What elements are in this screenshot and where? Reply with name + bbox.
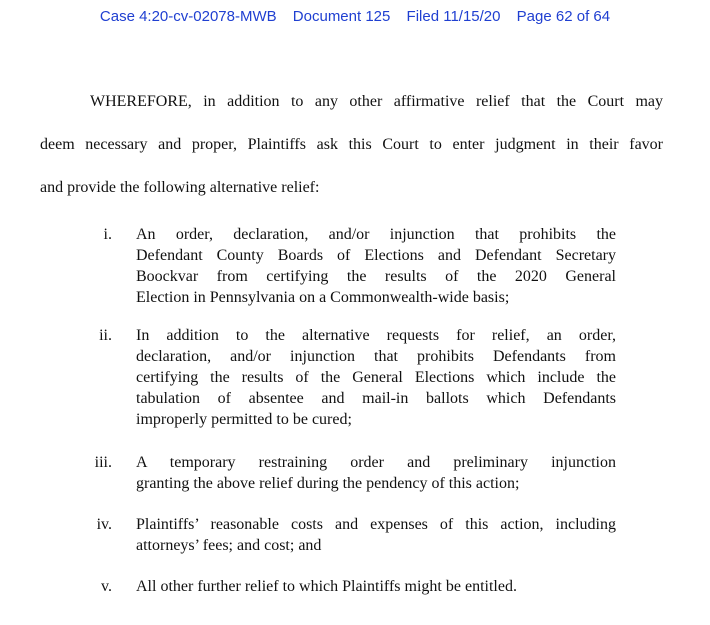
relief-text-line: In addition to the alternative requests for relief, an order, (136, 327, 616, 344)
relief-numeral: iii. (94, 454, 112, 471)
relief-numeral: ii. (99, 327, 112, 344)
relief-text (136, 514, 616, 556)
relief-text-line: All other further relief to which Plaintiffs might be entitled. (136, 578, 517, 595)
body-line-3: and provide the following alternative relief: (40, 179, 320, 196)
relief-text-line: granting the above relief during the pendency of this action; (136, 475, 520, 492)
document-number: Document 125 (292, 8, 391, 25)
relief-text-line: A temporary restraining order and preliminary injunction (136, 454, 616, 471)
relief-text-line: Boockvar from certifying the results of the 2020 General (136, 268, 616, 285)
relief-text-line: An order, declaration, and/or injunction that prohibits the (136, 226, 616, 243)
relief-text (136, 576, 616, 597)
body-line-2: deem necessary and proper, Plaintiffs ask this Court to enter judgment in their favor (40, 136, 663, 153)
page-number: Page 62 of 64 (516, 8, 611, 25)
relief-text-line: improperly permitted to be cured; (136, 411, 352, 428)
relief-text-line: declaration, and/or injunction that prohibits Defendants from (136, 348, 616, 365)
relief-text-line: attorneys’ fees; and cost; and (136, 537, 322, 554)
relief-text-line: Election in Pennsylvania on a Commonwealth-wide basis; (136, 289, 510, 306)
relief-text-line: Defendant County Boards of Elections and Defendant Secretary (136, 247, 616, 264)
relief-numeral: i. (103, 226, 112, 243)
relief-text-line: Plaintiffs’ reasonable costs and expenses of this action, including (136, 516, 616, 533)
relief-text (136, 224, 616, 308)
body-line-1: WHEREFORE, in addition to any other affirmative relief that the Court may (90, 93, 663, 110)
relief-text (136, 325, 616, 430)
filed-date: Filed 11/15/20 (406, 8, 501, 25)
relief-numeral: v. (101, 578, 112, 595)
relief-numeral: iv. (96, 516, 112, 533)
case-header (0, 8, 710, 25)
relief-text-line: certifying the results of the General Elections which include the (136, 369, 616, 386)
case-number: Case 4:20-cv-02078-MWB (99, 8, 277, 25)
relief-text-line: tabulation of absentee and mail-in ballots which Defendants (136, 390, 616, 407)
relief-text (136, 452, 616, 494)
